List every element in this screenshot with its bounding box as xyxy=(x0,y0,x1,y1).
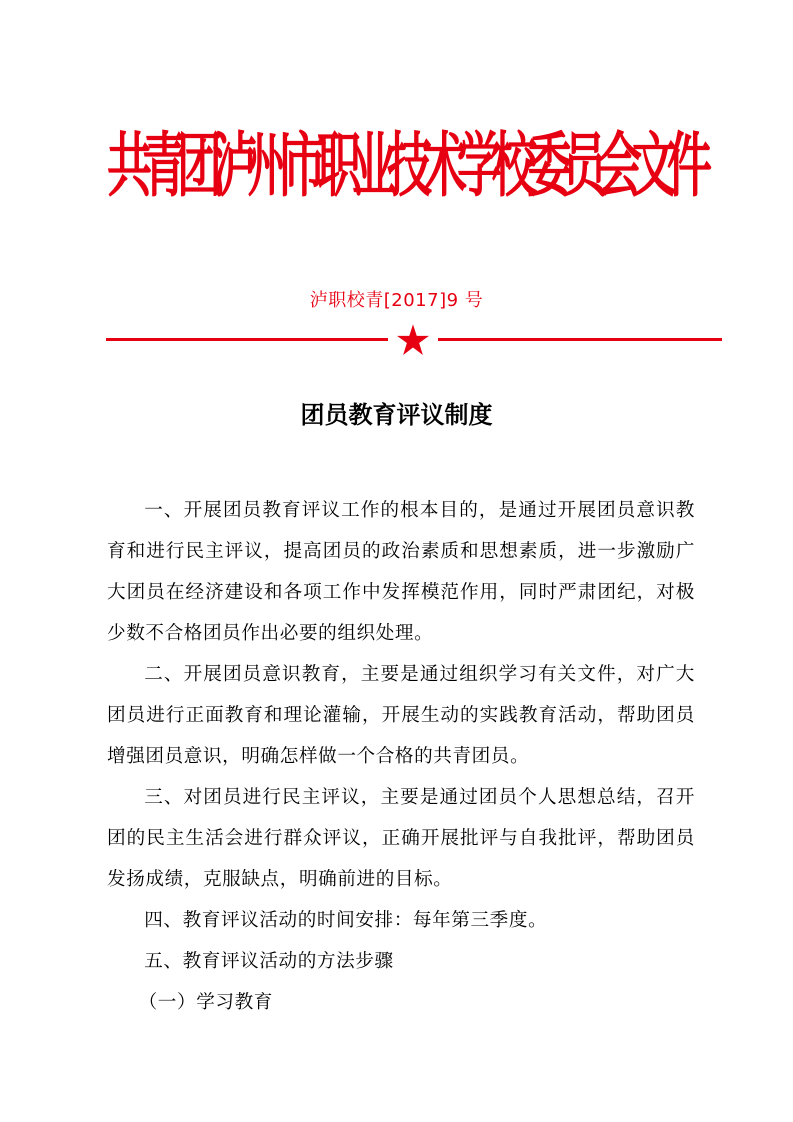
paragraph-6: （一）学习教育 xyxy=(138,992,273,1013)
document-title: 团员教育评议制度 xyxy=(300,400,493,429)
red-star-icon xyxy=(396,323,430,357)
paragraph-2: 二、开展团员意识教育，主要是通过组织学习有关文件，对广大团员进行正面教育和理论灌输，开展生动的实践教育活动，帮助团员增强团员意识，明确怎样做一个合格的共青团员。 xyxy=(107,664,695,767)
paragraph-1: 一、开展团员教育评议工作的根本目的，是通过开展团员意识教育和进行民主评议，提高团员的政治素质和思想素质，进一步激励广大团员在经济建设和各项工作中发挥模范作用，同时严肃团纪，对极少数不合格团员作出必要的组织处理。 xyxy=(107,500,695,644)
document-body xyxy=(107,490,695,1023)
header-org-title: 共青团泸州市职业技术学校委员会文件 xyxy=(107,124,703,207)
paragraph-4: 四、教育评议活动的时间安排：每年第三季度。 xyxy=(144,910,548,931)
paragraph-5: 五、教育评议活动的方法步骤 xyxy=(144,951,394,972)
red-divider-left xyxy=(106,338,388,341)
paragraph-3: 三、对团员进行民主评议，主要是通过团员个人思想总结，召开团的民主生活会进行群众评议，正确开展批评与自我批评，帮助团员发扬成绩，克服缺点，明确前进的目标。 xyxy=(107,787,695,890)
document-number: 泸职校青[2017]9 号 xyxy=(309,290,484,311)
red-divider-right xyxy=(438,338,722,341)
